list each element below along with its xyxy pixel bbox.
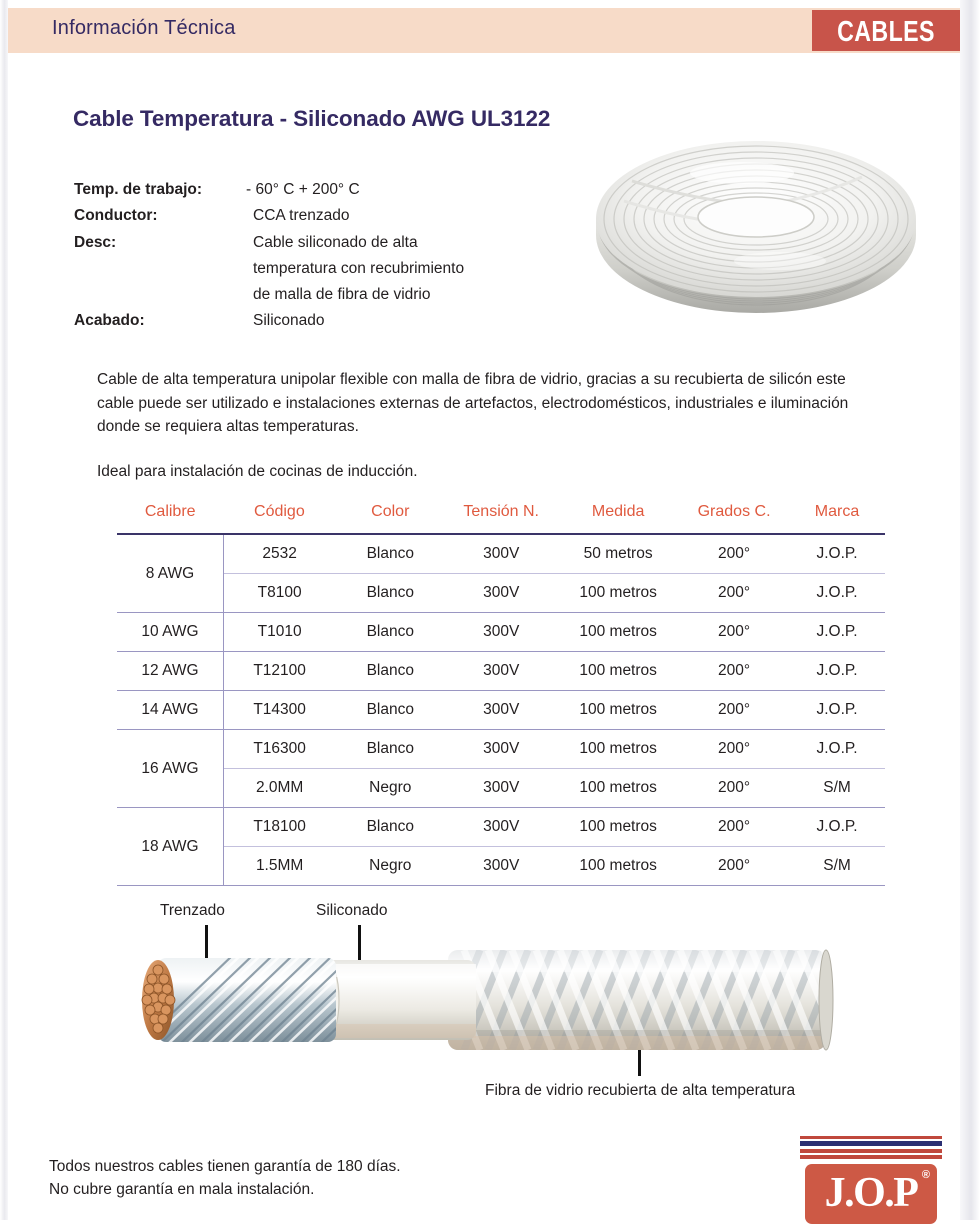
- page-title: Información Técnica: [52, 17, 236, 39]
- table-row: [117, 691, 885, 730]
- spec-row: [74, 203, 554, 229]
- table-cell-tension: 300V: [445, 691, 557, 730]
- cable-coil-photo: [592, 131, 920, 327]
- table-cell-calibre: 16 AWG: [117, 730, 223, 808]
- table-cell-tension: 300V: [445, 574, 557, 613]
- table-cell-codigo: 2532: [223, 534, 335, 574]
- table-cell-grados: 200°: [679, 534, 789, 574]
- table-cell-calibre: 12 AWG: [117, 652, 223, 691]
- table-cell-tension: 300V: [445, 534, 557, 574]
- logo-wordmark: J.O.P: [824, 1170, 918, 1216]
- cable-spec-table: [117, 503, 885, 886]
- table-cell-codigo: T18100: [223, 808, 335, 847]
- cables-badge: [812, 10, 960, 51]
- spec-label: Desc:: [74, 233, 117, 251]
- spec-value: temperatura con recubrimiento: [253, 259, 465, 277]
- table-cell-color: Blanco: [335, 691, 445, 730]
- table-cell-color: Blanco: [335, 613, 445, 652]
- logo-stripe-red-mid: [800, 1149, 942, 1153]
- warranty-line-1: Todos nuestros cables tienen garantía de 180 días.: [49, 1158, 401, 1175]
- table-cell-calibre: 14 AWG: [117, 691, 223, 730]
- warranty-line-2: No cubre garantía en mala instalación.: [49, 1181, 315, 1198]
- table-cell-codigo: 1.5MM: [223, 847, 335, 886]
- table-column-header: Tensión N.: [445, 503, 557, 534]
- table-column-header: Calibre: [117, 503, 223, 534]
- table-column-header: Código: [223, 503, 335, 534]
- table-row: [117, 613, 885, 652]
- description-paragraph-2: Ideal para instalación de cocinas de inducción.: [97, 462, 418, 480]
- table-cell-marca: J.O.P.: [789, 652, 885, 691]
- table-cell-grados: 200°: [679, 652, 789, 691]
- table-row: [117, 652, 885, 691]
- table-cell-marca: J.O.P.: [789, 808, 885, 847]
- spec-label: Acabado:: [74, 312, 145, 330]
- spec-row: [74, 282, 554, 308]
- table-cell-grados: 200°: [679, 691, 789, 730]
- logo-box: [805, 1164, 937, 1224]
- warranty-note: [49, 1155, 401, 1201]
- table-cell-color: Blanco: [335, 730, 445, 769]
- table-header-row: [117, 503, 885, 534]
- table-cell-tension: 300V: [445, 847, 557, 886]
- annotation-trenzado: Trenzado: [160, 902, 225, 919]
- table-column-header: Marca: [789, 503, 885, 534]
- spec-value: Siliconado: [253, 312, 325, 330]
- table-cell-codigo: T14300: [223, 691, 335, 730]
- table-cell-calibre: 10 AWG: [117, 613, 223, 652]
- table-cell-grados: 200°: [679, 613, 789, 652]
- page-edge-right: [960, 0, 980, 1220]
- page-edge-left: [0, 0, 8, 1220]
- spec-label: [74, 256, 246, 282]
- table-cell-codigo: T8100: [223, 574, 335, 613]
- table-row: [117, 847, 885, 886]
- table-row: [117, 730, 885, 769]
- spec-list: [74, 177, 554, 335]
- table-cell-tension: 300V: [445, 769, 557, 808]
- table-cell-codigo: T12100: [223, 652, 335, 691]
- table-cell-grados: 200°: [679, 808, 789, 847]
- table-cell-tension: 300V: [445, 613, 557, 652]
- table-cell-marca: J.O.P.: [789, 691, 885, 730]
- spec-label: Temp. de trabajo:: [74, 181, 203, 198]
- logo-stripe-navy: [800, 1141, 942, 1146]
- table-cell-marca: S/M: [789, 769, 885, 808]
- table-cell-color: Blanco: [335, 534, 445, 574]
- table-cell-medida: 100 metros: [557, 769, 679, 808]
- table-cell-calibre: 8 AWG: [117, 534, 223, 613]
- spec-label: Conductor:: [74, 207, 158, 225]
- table-cell-grados: 200°: [679, 574, 789, 613]
- table-column-header: Grados C.: [679, 503, 789, 534]
- table-cell-color: Blanco: [335, 652, 445, 691]
- description-paragraph-1: Cable de alta temperatura unipolar flexible con malla de fibra de vidrio, gracias a su recubierta de silicón este cable puede ser utilizado e instalaciones externas de artefactos, electrodomésticos, industriales e iluminación donde se requiera altas temperaturas.: [97, 371, 849, 435]
- table-cell-medida: 100 metros: [557, 847, 679, 886]
- table-row: [117, 534, 885, 574]
- table-cell-codigo: T1010: [223, 613, 335, 652]
- table-body: [117, 534, 885, 886]
- table-cell-grados: 200°: [679, 769, 789, 808]
- product-title: Cable Temperatura - Siliconado AWG UL3122: [73, 106, 551, 131]
- table-cell-medida: 100 metros: [557, 613, 679, 652]
- table-cell-codigo: 2.0MM: [223, 769, 335, 808]
- cables-badge-label: CABLES: [837, 16, 935, 48]
- table-cell-color: Negro: [335, 847, 445, 886]
- annotation-fibra-vidrio: Fibra de vidrio recubierta de alta temperatura: [485, 1082, 796, 1099]
- table-column-header: Medida: [557, 503, 679, 534]
- table-column-header: Color: [335, 503, 445, 534]
- table-cell-marca: J.O.P.: [789, 534, 885, 574]
- table-cell-medida: 100 metros: [557, 652, 679, 691]
- spec-value: - 60° C + 200° C: [246, 181, 360, 198]
- spec-label: [74, 282, 246, 308]
- registered-trademark-icon: ®: [921, 1169, 930, 1181]
- table-cell-tension: 300V: [445, 652, 557, 691]
- cable-cross-section-illustration: [130, 948, 860, 1078]
- logo-stripes: [800, 1136, 942, 1162]
- table-cell-color: Blanco: [335, 808, 445, 847]
- annotation-siliconado: Siliconado: [316, 902, 388, 919]
- table-row: [117, 769, 885, 808]
- jop-logo: [795, 1136, 955, 1220]
- table-cell-color: Negro: [335, 769, 445, 808]
- table-cell-medida: 100 metros: [557, 574, 679, 613]
- spec-value: Cable siliconado de alta: [253, 233, 418, 251]
- table-cell-color: Blanco: [335, 574, 445, 613]
- spec-value: CCA trenzado: [253, 207, 350, 225]
- table-cell-marca: J.O.P.: [789, 730, 885, 769]
- logo-stripe-red-top: [800, 1136, 942, 1139]
- table-row: [117, 808, 885, 847]
- table-cell-medida: 100 metros: [557, 691, 679, 730]
- table-cell-grados: 200°: [679, 847, 789, 886]
- table-cell-medida: 100 metros: [557, 808, 679, 847]
- spec-value: de malla de fibra de vidrio: [253, 286, 431, 304]
- table-cell-codigo: T16300: [223, 730, 335, 769]
- description-block: [97, 368, 887, 483]
- spec-row: [74, 308, 554, 334]
- table-cell-calibre: 18 AWG: [117, 808, 223, 886]
- spec-row: [74, 256, 554, 282]
- spec-row: [74, 177, 554, 203]
- table-cell-grados: 200°: [679, 730, 789, 769]
- cable-cutaway-diagram: [130, 890, 860, 1110]
- logo-stripe-red-bottom: [800, 1155, 942, 1159]
- table-cell-tension: 300V: [445, 730, 557, 769]
- table-row: [117, 574, 885, 613]
- table-header: [117, 503, 885, 534]
- table-cell-tension: 300V: [445, 808, 557, 847]
- table-cell-marca: J.O.P.: [789, 574, 885, 613]
- spec-row: [74, 230, 554, 256]
- table-cell-marca: J.O.P.: [789, 613, 885, 652]
- table-cell-medida: 100 metros: [557, 730, 679, 769]
- table-cell-medida: 50 metros: [557, 534, 679, 574]
- table-cell-marca: S/M: [789, 847, 885, 886]
